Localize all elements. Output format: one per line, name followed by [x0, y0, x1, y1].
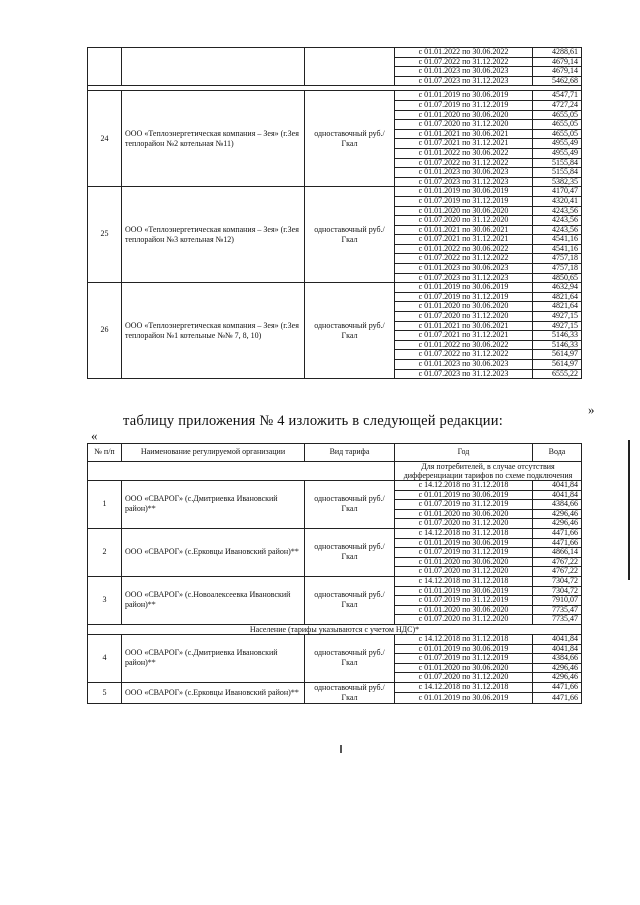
tariff-period: с 01.01.2019 по 30.06.2019	[395, 693, 533, 704]
tariff-period: с 01.01.2019 по 30.06.2019	[395, 490, 533, 500]
tariff-value: 4547,71	[533, 91, 582, 101]
row-number: 5	[88, 682, 122, 703]
tariff-value: 4471,66	[533, 528, 582, 538]
row-number: 24	[88, 91, 122, 187]
tariff-value: 4655,05	[533, 120, 582, 130]
tariff-value: 7735,47	[533, 615, 582, 625]
tariff-value: 4170,47	[533, 187, 582, 197]
tariff-value: 4471,66	[533, 538, 582, 548]
organization-name: ООО «Теплоэнергетическая компания – Зея» (г.Зея теплорайон №3 котельная №12)	[122, 187, 305, 283]
tariff-period: с 14.12.2018 по 31.12.2018	[395, 481, 533, 491]
table-row	[88, 283, 582, 293]
tariff-period: с 01.07.2022 по 31.12.2022	[395, 57, 533, 67]
tariff-period: с 01.07.2022 по 31.12.2022	[395, 254, 533, 264]
tariff-period: с 01.07.2019 по 31.12.2019	[395, 196, 533, 206]
table-row	[88, 528, 582, 538]
tariff-period: с 01.01.2023 по 30.06.2023	[395, 67, 533, 77]
tariff-period: с 01.01.2022 по 30.06.2022	[395, 244, 533, 254]
table-row	[88, 187, 582, 197]
header-type: Вид тарифа	[305, 444, 395, 462]
tariff-value: 4655,05	[533, 129, 582, 139]
header-org: Наименование регулируемой организации	[122, 444, 305, 462]
tariff-period: с 01.07.2022 по 31.12.2022	[395, 158, 533, 168]
tariff-type: одноставочный руб./Гкал	[305, 528, 395, 576]
tariff-value: 5614,97	[533, 350, 582, 360]
tariff-period: с 01.01.2019 по 30.06.2019	[395, 538, 533, 548]
section-population-row	[88, 624, 582, 634]
tariff-period: с 01.01.2019 по 30.06.2019	[395, 91, 533, 101]
section-consumers-row	[88, 462, 582, 481]
organization-name: ООО «Теплоэнергетическая компания – Зея» (г.Зея теплорайон №1 котельные №№ 7, 8, 10)	[122, 283, 305, 379]
tariff-period: с 01.07.2021 по 31.12.2021	[395, 139, 533, 149]
tariff-value: 4927,15	[533, 312, 582, 322]
tariff-value: 4727,24	[533, 100, 582, 110]
tariff-type	[305, 48, 395, 86]
tariff-value: 4821,64	[533, 302, 582, 312]
tariff-value: 7735,47	[533, 605, 582, 615]
tariff-value: 5146,33	[533, 331, 582, 341]
tariff-type: одноставочный руб./Гкал	[305, 634, 395, 682]
tariff-value: 4296,46	[533, 519, 582, 529]
tariff-period: с 01.01.2020 по 30.06.2020	[395, 302, 533, 312]
tariff-value: 5382,35	[533, 177, 582, 187]
span-empty	[88, 462, 395, 481]
tariff-period: с 01.07.2020 по 31.12.2020	[395, 673, 533, 683]
tariff-period: с 01.01.2020 по 30.06.2020	[395, 663, 533, 673]
tariff-period: с 01.01.2020 по 30.06.2020	[395, 605, 533, 615]
tariff-value: 4757,18	[533, 264, 582, 274]
tariff-value: 7910,07	[533, 596, 582, 606]
tariff-period: с 01.07.2019 по 31.12.2019	[395, 100, 533, 110]
tariff-value: 4384,66	[533, 654, 582, 664]
tariff-value: 7304,72	[533, 586, 582, 596]
tariff-period: с 01.01.2019 по 30.06.2019	[395, 644, 533, 654]
tariff-value: 4955,49	[533, 139, 582, 149]
tariff-value: 4471,66	[533, 682, 582, 693]
tariff-value: 4955,49	[533, 148, 582, 158]
tariff-value: 4471,66	[533, 693, 582, 704]
tariff-value: 4757,18	[533, 254, 582, 264]
organization-name: ООО «СВАРОГ» (с.Дмитриевка Ивановский район)**	[122, 634, 305, 682]
scan-speck	[340, 745, 342, 753]
tariff-period: с 01.07.2020 по 31.12.2020	[395, 312, 533, 322]
tariff-value: 4384,66	[533, 500, 582, 510]
tariff-period: с 01.07.2019 по 31.12.2019	[395, 596, 533, 606]
tariff-period: с 01.07.2019 по 31.12.2019	[395, 292, 533, 302]
tariff-value: 5155,84	[533, 168, 582, 178]
tariff-value: 4541,16	[533, 235, 582, 245]
row-number: 2	[88, 528, 122, 576]
tariff-period: с 01.01.2020 по 30.06.2020	[395, 110, 533, 120]
tariff-period: с 01.07.2023 по 31.12.2023	[395, 177, 533, 187]
table-row	[88, 481, 582, 491]
tariff-period: с 01.07.2021 по 31.12.2021	[395, 331, 533, 341]
tariff-period: с 01.07.2019 по 31.12.2019	[395, 654, 533, 664]
tariff-value: 4655,05	[533, 110, 582, 120]
organization-name: ООО «СВАРОГ» (с.Ерковцы Ивановский район)**	[122, 682, 305, 703]
tariff-value: 4679,14	[533, 67, 582, 77]
tariff-period: с 01.01.2021 по 30.06.2021	[395, 321, 533, 331]
tariff-table-continued	[87, 47, 582, 379]
tariff-value: 4296,46	[533, 509, 582, 519]
tariff-period: с 01.07.2020 по 31.12.2020	[395, 567, 533, 577]
organization-name: ООО «Теплоэнергетическая компания – Зея» (г.Зея теплорайон №2 котельная №11)	[122, 91, 305, 187]
tariff-value: 5462,68	[533, 76, 582, 86]
tariff-period: с 01.07.2023 по 31.12.2023	[395, 76, 533, 86]
row-number: 4	[88, 634, 122, 682]
tariff-period: с 01.07.2023 по 31.12.2023	[395, 273, 533, 283]
row-number	[88, 48, 122, 86]
tariff-value: 4632,94	[533, 283, 582, 293]
tariff-value: 4927,15	[533, 321, 582, 331]
tariff-value: 4679,14	[533, 57, 582, 67]
tariff-period: с 01.07.2023 по 31.12.2023	[395, 369, 533, 379]
table-header-row	[88, 444, 582, 462]
tariff-value: 6555,22	[533, 369, 582, 379]
opening-quote: «	[91, 428, 98, 443]
tariff-period: с 01.07.2020 по 31.12.2020	[395, 120, 533, 130]
tariff-value: 4041,84	[533, 634, 582, 644]
header-num: № п/п	[88, 444, 122, 462]
tariff-period: с 01.07.2020 по 31.12.2020	[395, 519, 533, 529]
tariff-period: с 01.01.2019 по 30.06.2019	[395, 283, 533, 293]
tariff-value: 4243,56	[533, 216, 582, 226]
tariff-value: 4041,84	[533, 644, 582, 654]
row-number: 1	[88, 481, 122, 529]
tariff-value: 4866,14	[533, 548, 582, 558]
organization-name: ООО «СВАРОГ» (с.Ерковцы Ивановский район)**	[122, 528, 305, 576]
tariff-period: с 01.01.2020 по 30.06.2020	[395, 557, 533, 567]
tariff-value: 4288,61	[533, 48, 582, 58]
tariff-period: с 14.12.2018 по 31.12.2018	[395, 528, 533, 538]
tariff-type: одноставочный руб./Гкал	[305, 481, 395, 529]
tariff-value: 5155,84	[533, 158, 582, 168]
tariff-period: с 01.07.2019 по 31.12.2019	[395, 548, 533, 558]
tariff-value: 4296,46	[533, 673, 582, 683]
tariff-value: 4541,16	[533, 244, 582, 254]
table-row	[88, 91, 582, 101]
section-heading: таблицу приложения № 4 изложить в следующей редакции:	[123, 413, 503, 429]
tariff-period: с 01.01.2019 по 30.06.2019	[395, 187, 533, 197]
tariff-value: 7304,72	[533, 576, 582, 586]
header-year: Год	[395, 444, 533, 462]
tariff-period: с 14.12.2018 по 31.12.2018	[395, 576, 533, 586]
scan-edge-mark	[628, 440, 630, 580]
organization-name	[122, 48, 305, 86]
tariff-value: 4041,84	[533, 490, 582, 500]
tariff-value: 4767,22	[533, 567, 582, 577]
tariff-type: одноставочный руб./Гкал	[305, 283, 395, 379]
tariff-value: 5146,33	[533, 340, 582, 350]
section-population-text: Население (тарифы указываются с учетом НДС)*	[88, 624, 582, 634]
row-number: 25	[88, 187, 122, 283]
tariff-period: с 01.01.2020 по 30.06.2020	[395, 206, 533, 216]
organization-name: ООО «СВАРОГ» (с.Новоалексеевка Ивановский район)**	[122, 576, 305, 624]
tariff-period: с 01.01.2019 по 30.06.2019	[395, 586, 533, 596]
tariff-period: с 01.01.2021 по 30.06.2021	[395, 129, 533, 139]
organization-name: ООО «СВАРОГ» (с.Дмитриевка Ивановский район)**	[122, 481, 305, 529]
tariff-value: 5614,97	[533, 360, 582, 370]
tariff-value: 4296,46	[533, 663, 582, 673]
table-row	[88, 576, 582, 586]
header-water: Вода	[533, 444, 582, 462]
tariff-value: 4821,64	[533, 292, 582, 302]
tariff-period: с 01.01.2021 по 30.06.2021	[395, 225, 533, 235]
table-row	[88, 634, 582, 644]
tariff-period: с 01.07.2020 по 31.12.2020	[395, 216, 533, 226]
tariff-period: с 01.01.2022 по 30.06.2022	[395, 48, 533, 58]
row-number: 3	[88, 576, 122, 624]
row-number: 26	[88, 283, 122, 379]
tariff-type: одноставочный руб./Гкал	[305, 91, 395, 187]
tariff-value: 4320,41	[533, 196, 582, 206]
tariff-period: с 01.01.2022 по 30.06.2022	[395, 148, 533, 158]
tariff-period: с 01.07.2020 по 31.12.2020	[395, 615, 533, 625]
tariff-value: 4243,56	[533, 225, 582, 235]
section-consumers-row-text: Для потребителей, в случае отсутствия дифференциации тарифов по схеме подключения	[395, 462, 582, 481]
tariff-period: с 01.01.2023 по 30.06.2023	[395, 168, 533, 178]
tariff-period: с 01.01.2020 по 30.06.2020	[395, 509, 533, 519]
tariff-period: с 01.01.2023 по 30.06.2023	[395, 360, 533, 370]
tariff-period: с 01.07.2021 по 31.12.2021	[395, 235, 533, 245]
tariff-period: с 14.12.2018 по 31.12.2018	[395, 682, 533, 693]
tariff-period: с 01.07.2022 по 31.12.2022	[395, 350, 533, 360]
tariff-value: 4850,65	[533, 273, 582, 283]
tariff-period: с 01.07.2019 по 31.12.2019	[395, 500, 533, 510]
tariff-value: 4041,84	[533, 481, 582, 491]
closing-quote: »	[588, 402, 595, 417]
tariff-period: с 14.12.2018 по 31.12.2018	[395, 634, 533, 644]
tariff-period: с 01.01.2023 по 30.06.2023	[395, 264, 533, 274]
table-row	[88, 682, 582, 693]
tariff-type: одноставочный руб./Гкал	[305, 187, 395, 283]
tariff-type: одноставочный руб./Гкал	[305, 576, 395, 624]
tariff-value: 4767,22	[533, 557, 582, 567]
tariff-value: 4243,56	[533, 206, 582, 216]
table-row	[88, 48, 582, 58]
tariff-table-appendix-4	[87, 443, 582, 704]
tariff-period: с 01.01.2022 по 30.06.2022	[395, 340, 533, 350]
tariff-type: одноставочный руб./Гкал	[305, 682, 395, 703]
